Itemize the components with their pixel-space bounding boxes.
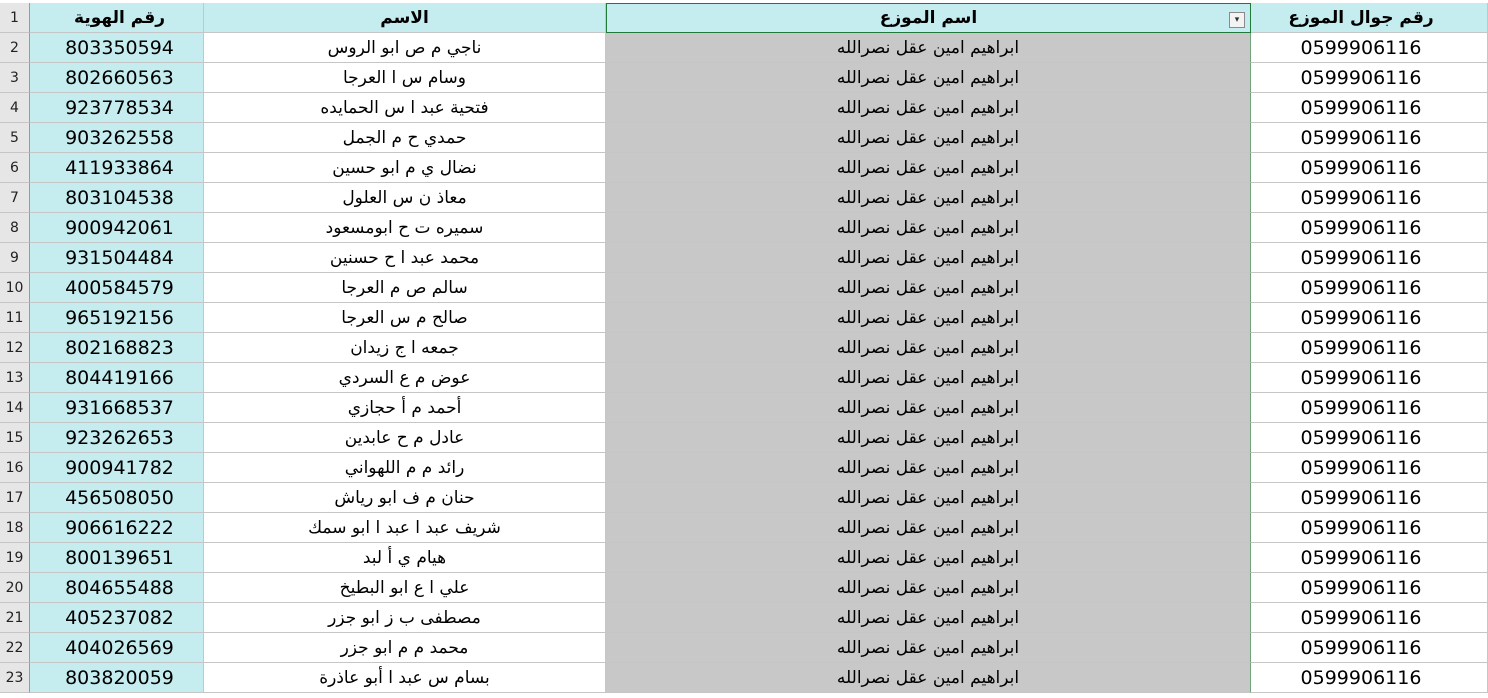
cell-id[interactable]: 931668537 bbox=[30, 393, 204, 423]
cell-id[interactable]: 931504484 bbox=[30, 243, 204, 273]
cell-id[interactable]: 965192156 bbox=[30, 303, 204, 333]
cell-name[interactable]: جمعه ا ج زيدان bbox=[204, 333, 606, 363]
cell-phone[interactable]: 0599906116 bbox=[1251, 453, 1488, 483]
cell-phone[interactable]: 0599906116 bbox=[1251, 663, 1488, 693]
cell-phone[interactable]: 0599906116 bbox=[1251, 273, 1488, 303]
table-row bbox=[0, 213, 1488, 243]
cell-name[interactable]: علي ا ع ابو البطيخ bbox=[204, 573, 606, 603]
cell-phone[interactable]: 0599906116 bbox=[1251, 423, 1488, 453]
cell-name[interactable]: محمد م م ابو جزر bbox=[204, 633, 606, 663]
cell-phone[interactable]: 0599906116 bbox=[1251, 93, 1488, 123]
cell-distributor[interactable]: ابراهيم امين عقل نصرالله bbox=[606, 363, 1251, 393]
cell-phone[interactable]: 0599906116 bbox=[1251, 363, 1488, 393]
cell-phone[interactable]: 0599906116 bbox=[1251, 603, 1488, 633]
cell-id[interactable]: 803350594 bbox=[30, 33, 204, 63]
cell-id[interactable]: 456508050 bbox=[30, 483, 204, 513]
table-row bbox=[0, 123, 1488, 153]
cell-name[interactable]: عادل م ح عابدين bbox=[204, 423, 606, 453]
row-number[interactable]: 17 bbox=[0, 483, 30, 513]
cell-id[interactable]: 906616222 bbox=[30, 513, 204, 543]
cell-phone[interactable]: 0599906116 bbox=[1251, 33, 1488, 63]
cell-distributor[interactable]: ابراهيم امين عقل نصرالله bbox=[606, 33, 1251, 63]
table-row bbox=[0, 663, 1488, 693]
row-number[interactable]: 2 bbox=[0, 33, 30, 63]
cell-name[interactable]: سالم ص م العرجا bbox=[204, 273, 606, 303]
cell-name[interactable]: شريف عبد ا عبد ا ابو سمك bbox=[204, 513, 606, 543]
cell-name[interactable]: وسام س ا العرجا bbox=[204, 63, 606, 93]
cell-phone[interactable]: 0599906116 bbox=[1251, 543, 1488, 573]
cell-distributor[interactable]: ابراهيم امين عقل نصرالله bbox=[606, 333, 1251, 363]
cell-id[interactable]: 802660563 bbox=[30, 63, 204, 93]
table-row bbox=[0, 543, 1488, 573]
cell-name[interactable]: حمدي ح م الجمل bbox=[204, 123, 606, 153]
cell-name[interactable]: معاذ ن س العلول bbox=[204, 183, 606, 213]
cell-id[interactable]: 411933864 bbox=[30, 153, 204, 183]
cell-phone[interactable]: 0599906116 bbox=[1251, 213, 1488, 243]
row-number[interactable]: 20 bbox=[0, 573, 30, 603]
cell-distributor[interactable]: ابراهيم امين عقل نصرالله bbox=[606, 303, 1251, 333]
row-number[interactable]: 9 bbox=[0, 243, 30, 273]
table-row bbox=[0, 603, 1488, 633]
row-number[interactable]: 12 bbox=[0, 333, 30, 363]
row-number[interactable]: 5 bbox=[0, 123, 30, 153]
row-number[interactable]: 23 bbox=[0, 663, 30, 693]
row-number[interactable]: 1 bbox=[0, 3, 30, 33]
cell-distributor[interactable]: ابراهيم امين عقل نصرالله bbox=[606, 483, 1251, 513]
cell-name[interactable]: بسام س عبد ا أبو عاذرة bbox=[204, 663, 606, 693]
row-number[interactable]: 21 bbox=[0, 603, 30, 633]
cell-name[interactable]: حنان م ف ابو رياش bbox=[204, 483, 606, 513]
cell-distributor[interactable]: ابراهيم امين عقل نصرالله bbox=[606, 603, 1251, 633]
cell-name[interactable]: عوض م ع السردي bbox=[204, 363, 606, 393]
row-number[interactable]: 11 bbox=[0, 303, 30, 333]
table-row bbox=[0, 573, 1488, 603]
row-number[interactable]: 13 bbox=[0, 363, 30, 393]
cell-id[interactable]: 803104538 bbox=[30, 183, 204, 213]
cell-distributor[interactable]: ابراهيم امين عقل نصرالله bbox=[606, 543, 1251, 573]
cell-phone[interactable]: 0599906116 bbox=[1251, 183, 1488, 213]
cell-distributor[interactable]: ابراهيم امين عقل نصرالله bbox=[606, 393, 1251, 423]
header-phone[interactable]: رقم جوال الموزع bbox=[1251, 3, 1488, 33]
cell-id[interactable]: 903262558 bbox=[30, 123, 204, 153]
row-number[interactable]: 18 bbox=[0, 513, 30, 543]
cell-name[interactable]: مصطفى ب ز ابو جزر bbox=[204, 603, 606, 633]
cell-id[interactable]: 900941782 bbox=[30, 453, 204, 483]
cell-phone[interactable]: 0599906116 bbox=[1251, 303, 1488, 333]
row-number[interactable]: 7 bbox=[0, 183, 30, 213]
table-row bbox=[0, 63, 1488, 93]
cell-distributor[interactable]: ابراهيم امين عقل نصرالله bbox=[606, 423, 1251, 453]
header-distributor[interactable]: اسم الموزع bbox=[606, 3, 1251, 33]
table-row bbox=[0, 273, 1488, 303]
cell-phone[interactable]: 0599906116 bbox=[1251, 243, 1488, 273]
table-row bbox=[0, 423, 1488, 453]
row-number[interactable]: 15 bbox=[0, 423, 30, 453]
cell-name[interactable]: نضال ي م ابو حسين bbox=[204, 153, 606, 183]
cell-name[interactable]: ناجي م ص ابو الروس bbox=[204, 33, 606, 63]
table-row bbox=[0, 333, 1488, 363]
cell-distributor[interactable]: ابراهيم امين عقل نصرالله bbox=[606, 183, 1251, 213]
cell-id[interactable]: 802168823 bbox=[30, 333, 204, 363]
table-row bbox=[0, 183, 1488, 213]
cell-phone[interactable]: 0599906116 bbox=[1251, 393, 1488, 423]
table-row bbox=[0, 633, 1488, 663]
row-number[interactable]: 8 bbox=[0, 213, 30, 243]
row-number[interactable]: 10 bbox=[0, 273, 30, 303]
cell-phone[interactable]: 0599906116 bbox=[1251, 63, 1488, 93]
row-number[interactable]: 22 bbox=[0, 633, 30, 663]
cell-distributor[interactable]: ابراهيم امين عقل نصرالله bbox=[606, 453, 1251, 483]
cell-id[interactable]: 400584579 bbox=[30, 273, 204, 303]
row-number[interactable]: 3 bbox=[0, 63, 30, 93]
row-number[interactable]: 14 bbox=[0, 393, 30, 423]
cell-name[interactable]: رائد م م اللهواني bbox=[204, 453, 606, 483]
table-row bbox=[0, 513, 1488, 543]
table-row bbox=[0, 363, 1488, 393]
cell-phone[interactable]: 0599906116 bbox=[1251, 153, 1488, 183]
cell-distributor[interactable]: ابراهيم امين عقل نصرالله bbox=[606, 93, 1251, 123]
cell-id[interactable]: 800139651 bbox=[30, 543, 204, 573]
cell-phone[interactable]: 0599906116 bbox=[1251, 573, 1488, 603]
table-row bbox=[0, 243, 1488, 273]
cell-id[interactable]: 803820059 bbox=[30, 663, 204, 693]
cell-phone[interactable]: 0599906116 bbox=[1251, 333, 1488, 363]
cell-distributor[interactable]: ابراهيم امين عقل نصرالله bbox=[606, 513, 1251, 543]
cell-distributor[interactable]: ابراهيم امين عقل نصرالله bbox=[606, 213, 1251, 243]
cell-distributor[interactable]: ابراهيم امين عقل نصرالله bbox=[606, 243, 1251, 273]
row-number[interactable]: 6 bbox=[0, 153, 30, 183]
table-row bbox=[0, 483, 1488, 513]
cell-phone[interactable]: 0599906116 bbox=[1251, 483, 1488, 513]
header-id[interactable]: رقم الهوية bbox=[30, 3, 204, 33]
cell-id[interactable]: 405237082 bbox=[30, 603, 204, 633]
cell-distributor[interactable]: ابراهيم امين عقل نصرالله bbox=[606, 63, 1251, 93]
header-name[interactable]: الاسم bbox=[204, 3, 606, 33]
cell-id[interactable]: 404026569 bbox=[30, 633, 204, 663]
cell-distributor[interactable]: ابراهيم امين عقل نصرالله bbox=[606, 663, 1251, 693]
table-row bbox=[0, 93, 1488, 123]
cell-phone[interactable]: 0599906116 bbox=[1251, 513, 1488, 543]
cell-distributor[interactable]: ابراهيم امين عقل نصرالله bbox=[606, 123, 1251, 153]
cell-distributor[interactable]: ابراهيم امين عقل نصرالله bbox=[606, 273, 1251, 303]
table-row bbox=[0, 393, 1488, 423]
cell-phone[interactable]: 0599906116 bbox=[1251, 633, 1488, 663]
row-number[interactable]: 4 bbox=[0, 93, 30, 123]
header-row bbox=[0, 3, 1488, 33]
cell-name[interactable]: صالح م س العرجا bbox=[204, 303, 606, 333]
cell-id[interactable]: 804419166 bbox=[30, 363, 204, 393]
filter-dropdown-icon[interactable]: ▾ bbox=[1229, 12, 1245, 28]
cell-distributor[interactable]: ابراهيم امين عقل نصرالله bbox=[606, 633, 1251, 663]
table-row bbox=[0, 303, 1488, 333]
row-number[interactable]: 16 bbox=[0, 453, 30, 483]
table-row bbox=[0, 33, 1488, 63]
cell-id[interactable]: 923778534 bbox=[30, 93, 204, 123]
cell-id[interactable]: 804655488 bbox=[30, 573, 204, 603]
cell-phone[interactable]: 0599906116 bbox=[1251, 123, 1488, 153]
row-number[interactable]: 19 bbox=[0, 543, 30, 573]
cell-name[interactable]: فتحية عبد ا س الحمايده bbox=[204, 93, 606, 123]
cell-distributor[interactable]: ابراهيم امين عقل نصرالله bbox=[606, 153, 1251, 183]
cell-name[interactable]: أحمد م أ حجازي bbox=[204, 393, 606, 423]
table-row bbox=[0, 453, 1488, 483]
cell-id[interactable]: 900942061 bbox=[30, 213, 204, 243]
cell-id[interactable]: 923262653 bbox=[30, 423, 204, 453]
cell-name[interactable]: سميره ت ح ابومسعود bbox=[204, 213, 606, 243]
cell-distributor[interactable]: ابراهيم امين عقل نصرالله bbox=[606, 573, 1251, 603]
table-row bbox=[0, 153, 1488, 183]
cell-name[interactable]: محمد عبد ا ح حسنين bbox=[204, 243, 606, 273]
cell-name[interactable]: هيام ي أ لبد bbox=[204, 543, 606, 573]
